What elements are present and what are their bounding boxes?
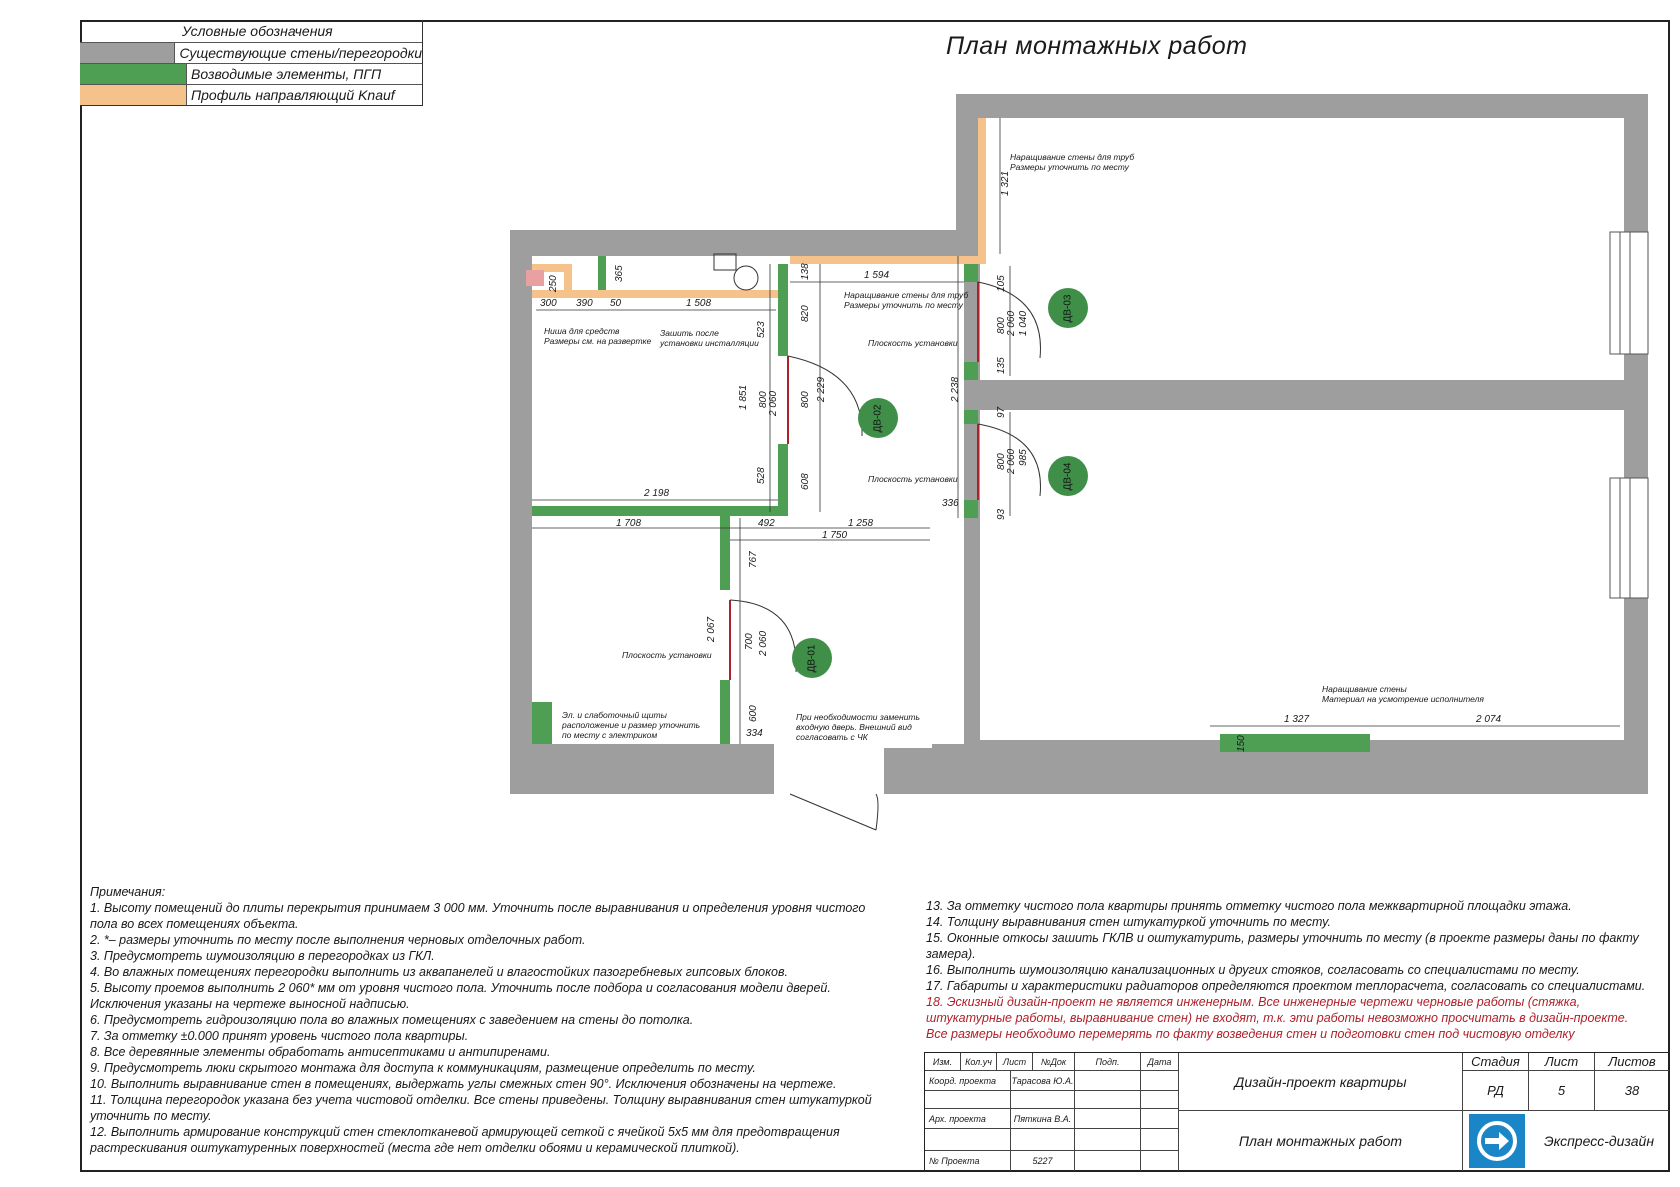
note-line: 2. *– размеры уточнить по месту после выполнения черновых отделочных работ. xyxy=(90,933,586,947)
partition xyxy=(778,444,788,512)
tb-company: Экспресс-дизайн xyxy=(1543,1133,1655,1149)
entry-door xyxy=(790,794,876,830)
legend-label: Возводимые элементы, ПГП xyxy=(191,66,382,82)
note-line: 7. За отметку ±0.000 принят уровень чистого пола квартиры. xyxy=(90,1029,469,1043)
window xyxy=(1610,232,1648,354)
tb-sheet: 5 xyxy=(1529,1071,1595,1111)
profile-segment xyxy=(564,264,572,294)
annotation: Плоскость установки xyxy=(622,650,712,660)
annotation: Эл. и слаботочный щиты xyxy=(562,710,667,720)
tb-empty xyxy=(925,1091,1011,1109)
annotation: Размеры см. на развертке xyxy=(544,336,652,346)
tb-sheet-header: Лист xyxy=(1529,1053,1595,1071)
tb-empty xyxy=(1141,1151,1179,1171)
notes-header: Примечания: xyxy=(90,885,166,899)
dimension: 608 xyxy=(800,473,811,490)
tb-empty xyxy=(1075,1129,1141,1151)
tb-empty xyxy=(925,1129,1011,1151)
annotation: согласовать с ЧК xyxy=(796,732,868,742)
page-title: План монтажных работ xyxy=(946,32,1248,60)
annotation: Размеры уточнить по месту xyxy=(844,300,963,310)
partition xyxy=(532,506,788,516)
dimension: 250 xyxy=(548,275,559,292)
note-line: 13. За отметку чистого пола квартиры принять отметку чистого пола межквартирной площадки этажа. xyxy=(926,899,1572,913)
dimension: 138 xyxy=(800,263,811,280)
company-logo-icon xyxy=(1469,1114,1525,1168)
note-line: 6. Предусмотреть гидроизоляцию пола во влажных помещениях с заведением на стены до потолка. xyxy=(90,1013,694,1027)
dimension: 2 238 xyxy=(950,376,961,402)
dimension: 150 xyxy=(1236,735,1247,752)
tb-sheets-header: Листов xyxy=(1595,1053,1669,1071)
note-line: 9. Предусмотреть люки скрытого монтажа для доступа к коммуникациям, размещение определить по месту. xyxy=(90,1061,756,1075)
dimension: 2 060 xyxy=(1006,310,1017,336)
dimension: 523 xyxy=(756,321,767,338)
logo-mark xyxy=(1475,1119,1519,1163)
note-line-warning: штукатурные работы, выравнивание стен) не входят, т.к. эти работы невозможно просчитать в дизайн-проекте. xyxy=(926,1011,1629,1025)
note-line: 10. Выполнить выравнивание стен в помещениях, выдержать углы смежных стен 90°. Исключения обозначены на чертеже. xyxy=(90,1077,837,1091)
annotation: Материал на усмотрение исполнителя xyxy=(1322,694,1484,704)
door-tag-label: ДВ-02 xyxy=(872,404,884,432)
note-line: 4. Во влажных помещениях перегородки выполнить из аквапанелей и влагостойких пазогребневых гипсовых блоков. xyxy=(90,965,788,979)
dimension: 2 060 xyxy=(758,630,769,656)
door-tag xyxy=(1048,456,1088,496)
window xyxy=(1610,478,1648,598)
annotation: Плоскость установки xyxy=(868,338,958,348)
annotation: по месту с электриком xyxy=(562,730,658,740)
partition xyxy=(964,500,978,518)
note-line: 8. Все деревянные элементы обработать антисептиками и антипиренами. xyxy=(90,1045,551,1059)
partition xyxy=(720,512,730,590)
dimension: 800 xyxy=(800,391,811,408)
niche xyxy=(526,270,544,286)
tb-empty xyxy=(1141,1071,1179,1091)
dimension: 1 040 xyxy=(1018,310,1029,336)
partition xyxy=(964,264,978,282)
note-line: 3. Предусмотреть шумоизоляцию в перегородках из ГКЛ. xyxy=(90,949,435,963)
tb-sheets: 38 xyxy=(1595,1071,1669,1111)
partition xyxy=(778,264,788,356)
partition xyxy=(598,256,606,290)
dimension: 985 xyxy=(1018,449,1029,466)
dimension: 1 708 xyxy=(616,518,642,529)
annotation: установки инсталляции xyxy=(660,338,759,348)
dimension: 800 xyxy=(758,391,769,408)
notes-left xyxy=(90,884,872,1156)
dimension: 1 851 xyxy=(738,384,749,410)
wall xyxy=(964,380,1648,410)
annotation: Наращивание стены для труб xyxy=(1010,152,1135,162)
note-line: Исключения указаны на чертеже выносной надписью. xyxy=(90,997,410,1011)
door-tag-label: ДВ-04 xyxy=(1062,462,1074,490)
dimension: 767 xyxy=(748,551,759,568)
tb-arch-label: Арх. проекта xyxy=(925,1109,1011,1129)
dimension: 1 750 xyxy=(822,530,848,541)
profile-segment xyxy=(790,256,986,264)
annotation: входную дверь. Внешний вид xyxy=(796,722,912,732)
dimension: 336 xyxy=(942,498,959,509)
dimension: 528 xyxy=(756,467,767,484)
tb-empty xyxy=(1075,1151,1141,1171)
note-line: растрескивания оштукатуренных поверхностей (места где нет отделки обоями и керамической плиткой). xyxy=(90,1141,740,1155)
annotation: Наращивание стены xyxy=(1322,684,1407,694)
tb-empty xyxy=(1141,1091,1179,1109)
partition xyxy=(720,680,730,744)
dimension: 1 327 xyxy=(1284,714,1310,725)
tb-header: Лист xyxy=(997,1053,1033,1071)
note-line: 15. Оконные откосы зашить ГКЛВ и оштукатурить, размеры уточнить по месту (в проекте размеры даны по факту xyxy=(926,931,1639,945)
tb-header: Подп. xyxy=(1075,1053,1141,1071)
legend-label: Профиль направляющий Knauf xyxy=(191,87,395,103)
wall xyxy=(510,230,532,794)
dimension: 135 xyxy=(996,357,1007,374)
dimension: 365 xyxy=(614,265,625,282)
dimension: 97 xyxy=(996,406,1007,418)
profile-segment xyxy=(978,118,986,260)
tb-stage-header: Стадия xyxy=(1463,1053,1529,1071)
dimension: 334 xyxy=(746,728,763,739)
note-line: 12. Выполнить армирование конструкций стен стеклотканевой армирующей сеткой с ячейкой 5х5 мм для предотвращения xyxy=(90,1125,840,1139)
note-line: замера). xyxy=(926,947,976,961)
legend-label: Существующие стены/перегородки xyxy=(179,45,422,61)
wall xyxy=(956,94,1648,118)
tb-arch-name: Пяткина В.А. xyxy=(1011,1109,1075,1129)
dimension: 1 594 xyxy=(864,270,890,281)
title-block xyxy=(924,1052,1670,1172)
legend-header: Условные обозначения xyxy=(182,23,333,39)
dimension: 600 xyxy=(748,705,759,722)
annotation: расположение и размер уточнить xyxy=(562,720,701,730)
tb-empty xyxy=(1011,1129,1075,1151)
note-line: 14. Толщину выравнивания стен штукатуркой уточнить по месту. xyxy=(926,915,1331,929)
tb-proj-num: 5227 xyxy=(1011,1151,1075,1171)
annotation: Размеры уточнить по месту xyxy=(1010,162,1129,172)
dimension: 2 198 xyxy=(644,488,670,499)
dimension: 2 060 xyxy=(768,390,779,416)
tb-coord-name: Тарасова Ю.А. xyxy=(1011,1071,1075,1091)
note-line: 5. Высоту проемов выполнить 2 060* мм от уровня чистого пола. Уточнить после подбора и согласования модели дверей. xyxy=(90,981,831,995)
dimension: 2 074 xyxy=(1476,714,1502,725)
wall xyxy=(1624,94,1648,232)
door-swing xyxy=(876,794,878,830)
annotation: Зашить после xyxy=(660,328,719,338)
annotation: При необходимости заменить xyxy=(796,712,920,722)
notes-right xyxy=(926,898,1645,1042)
note-line: уточнить по месту. xyxy=(90,1109,212,1123)
tb-empty xyxy=(1141,1129,1179,1151)
wall xyxy=(510,230,964,256)
tb-header: №Док xyxy=(1033,1053,1075,1071)
tb-header: Изм. xyxy=(925,1053,961,1071)
tb-empty xyxy=(1075,1109,1141,1129)
dimension: 2 060 xyxy=(1006,448,1017,474)
note-line-warning: Все размеры необходимо перемерять по факту возведения стен и подготовки стен под чистовую отделку xyxy=(926,1027,1575,1041)
door-tag-label: ДВ-03 xyxy=(1062,294,1074,322)
dimension: 2 067 xyxy=(706,616,717,642)
dimension: 50 xyxy=(610,298,622,309)
wall xyxy=(1370,740,1648,794)
note-line-warning: 18. Эскизный дизайн-проект не является инженерным. Все инженерные чертежи черновые работы (стяжка, xyxy=(926,995,1581,1009)
tb-project: Дизайн-проект квартиры xyxy=(1179,1053,1463,1111)
tb-proj-label: № Проекта xyxy=(925,1151,1011,1171)
note-line: пола во всех помещениях объекта. xyxy=(90,917,299,931)
dimension: 1 321 xyxy=(1000,170,1011,196)
dimension: 820 xyxy=(800,305,811,322)
annotation: Плоскость установки xyxy=(868,474,958,484)
dimension: 105 xyxy=(996,275,1007,292)
dimension: 700 xyxy=(744,633,755,650)
tb-coord-label: Коорд. проекта xyxy=(925,1071,1011,1091)
annotation: Наращивание стены для труб xyxy=(844,290,969,300)
partition xyxy=(964,362,978,380)
dimension: 800 xyxy=(996,317,1007,334)
dimension: 800 xyxy=(996,453,1007,470)
wall xyxy=(510,744,774,794)
wall xyxy=(884,748,934,794)
door-tag xyxy=(858,398,898,438)
tb-sheet-title: План монтажных работ xyxy=(1179,1111,1463,1171)
door-tag xyxy=(1048,288,1088,328)
tb-header: Дата xyxy=(1141,1053,1179,1071)
door-tag-label: ДВ-01 xyxy=(806,644,818,672)
electric-panel xyxy=(532,702,552,744)
note-line: 17. Габариты и характеристики радиаторов определяются проектом теплорасчета, согласовать со специалистами. xyxy=(926,979,1646,993)
dimension: 1 258 xyxy=(848,518,874,529)
dimension: 300 xyxy=(540,298,557,309)
dimension: 390 xyxy=(576,298,593,309)
tb-empty xyxy=(1075,1091,1141,1109)
dimension: 93 xyxy=(996,508,1007,520)
dimension: 2 229 xyxy=(816,376,827,402)
dimension: 492 xyxy=(758,518,775,529)
wall xyxy=(1624,354,1648,478)
note-line: 16. Выполнить шумоизоляцию канализационных и других стояков, согласовать со специалистами по месту. xyxy=(926,963,1580,977)
note-line: 1. Высоту помещений до плиты перекрытия принимаем 3 000 мм. Уточнить после выравнивания и определения уровня чистого xyxy=(90,901,866,915)
note-line: 11. Толщина перегородок указана без учета чистовой отделки. Все стены приведены. Толщину выравнивания стен штукатуркой xyxy=(90,1093,872,1107)
tb-empty xyxy=(1011,1091,1075,1109)
tb-empty xyxy=(1141,1109,1179,1129)
tb-empty xyxy=(1075,1071,1141,1091)
dimension: 1 508 xyxy=(686,298,712,309)
partition xyxy=(964,410,978,424)
door-tag xyxy=(792,638,832,678)
tb-stage: РД xyxy=(1463,1071,1529,1111)
tb-header: Кол.уч xyxy=(961,1053,997,1071)
annotation: Ниша для средств xyxy=(544,326,620,336)
